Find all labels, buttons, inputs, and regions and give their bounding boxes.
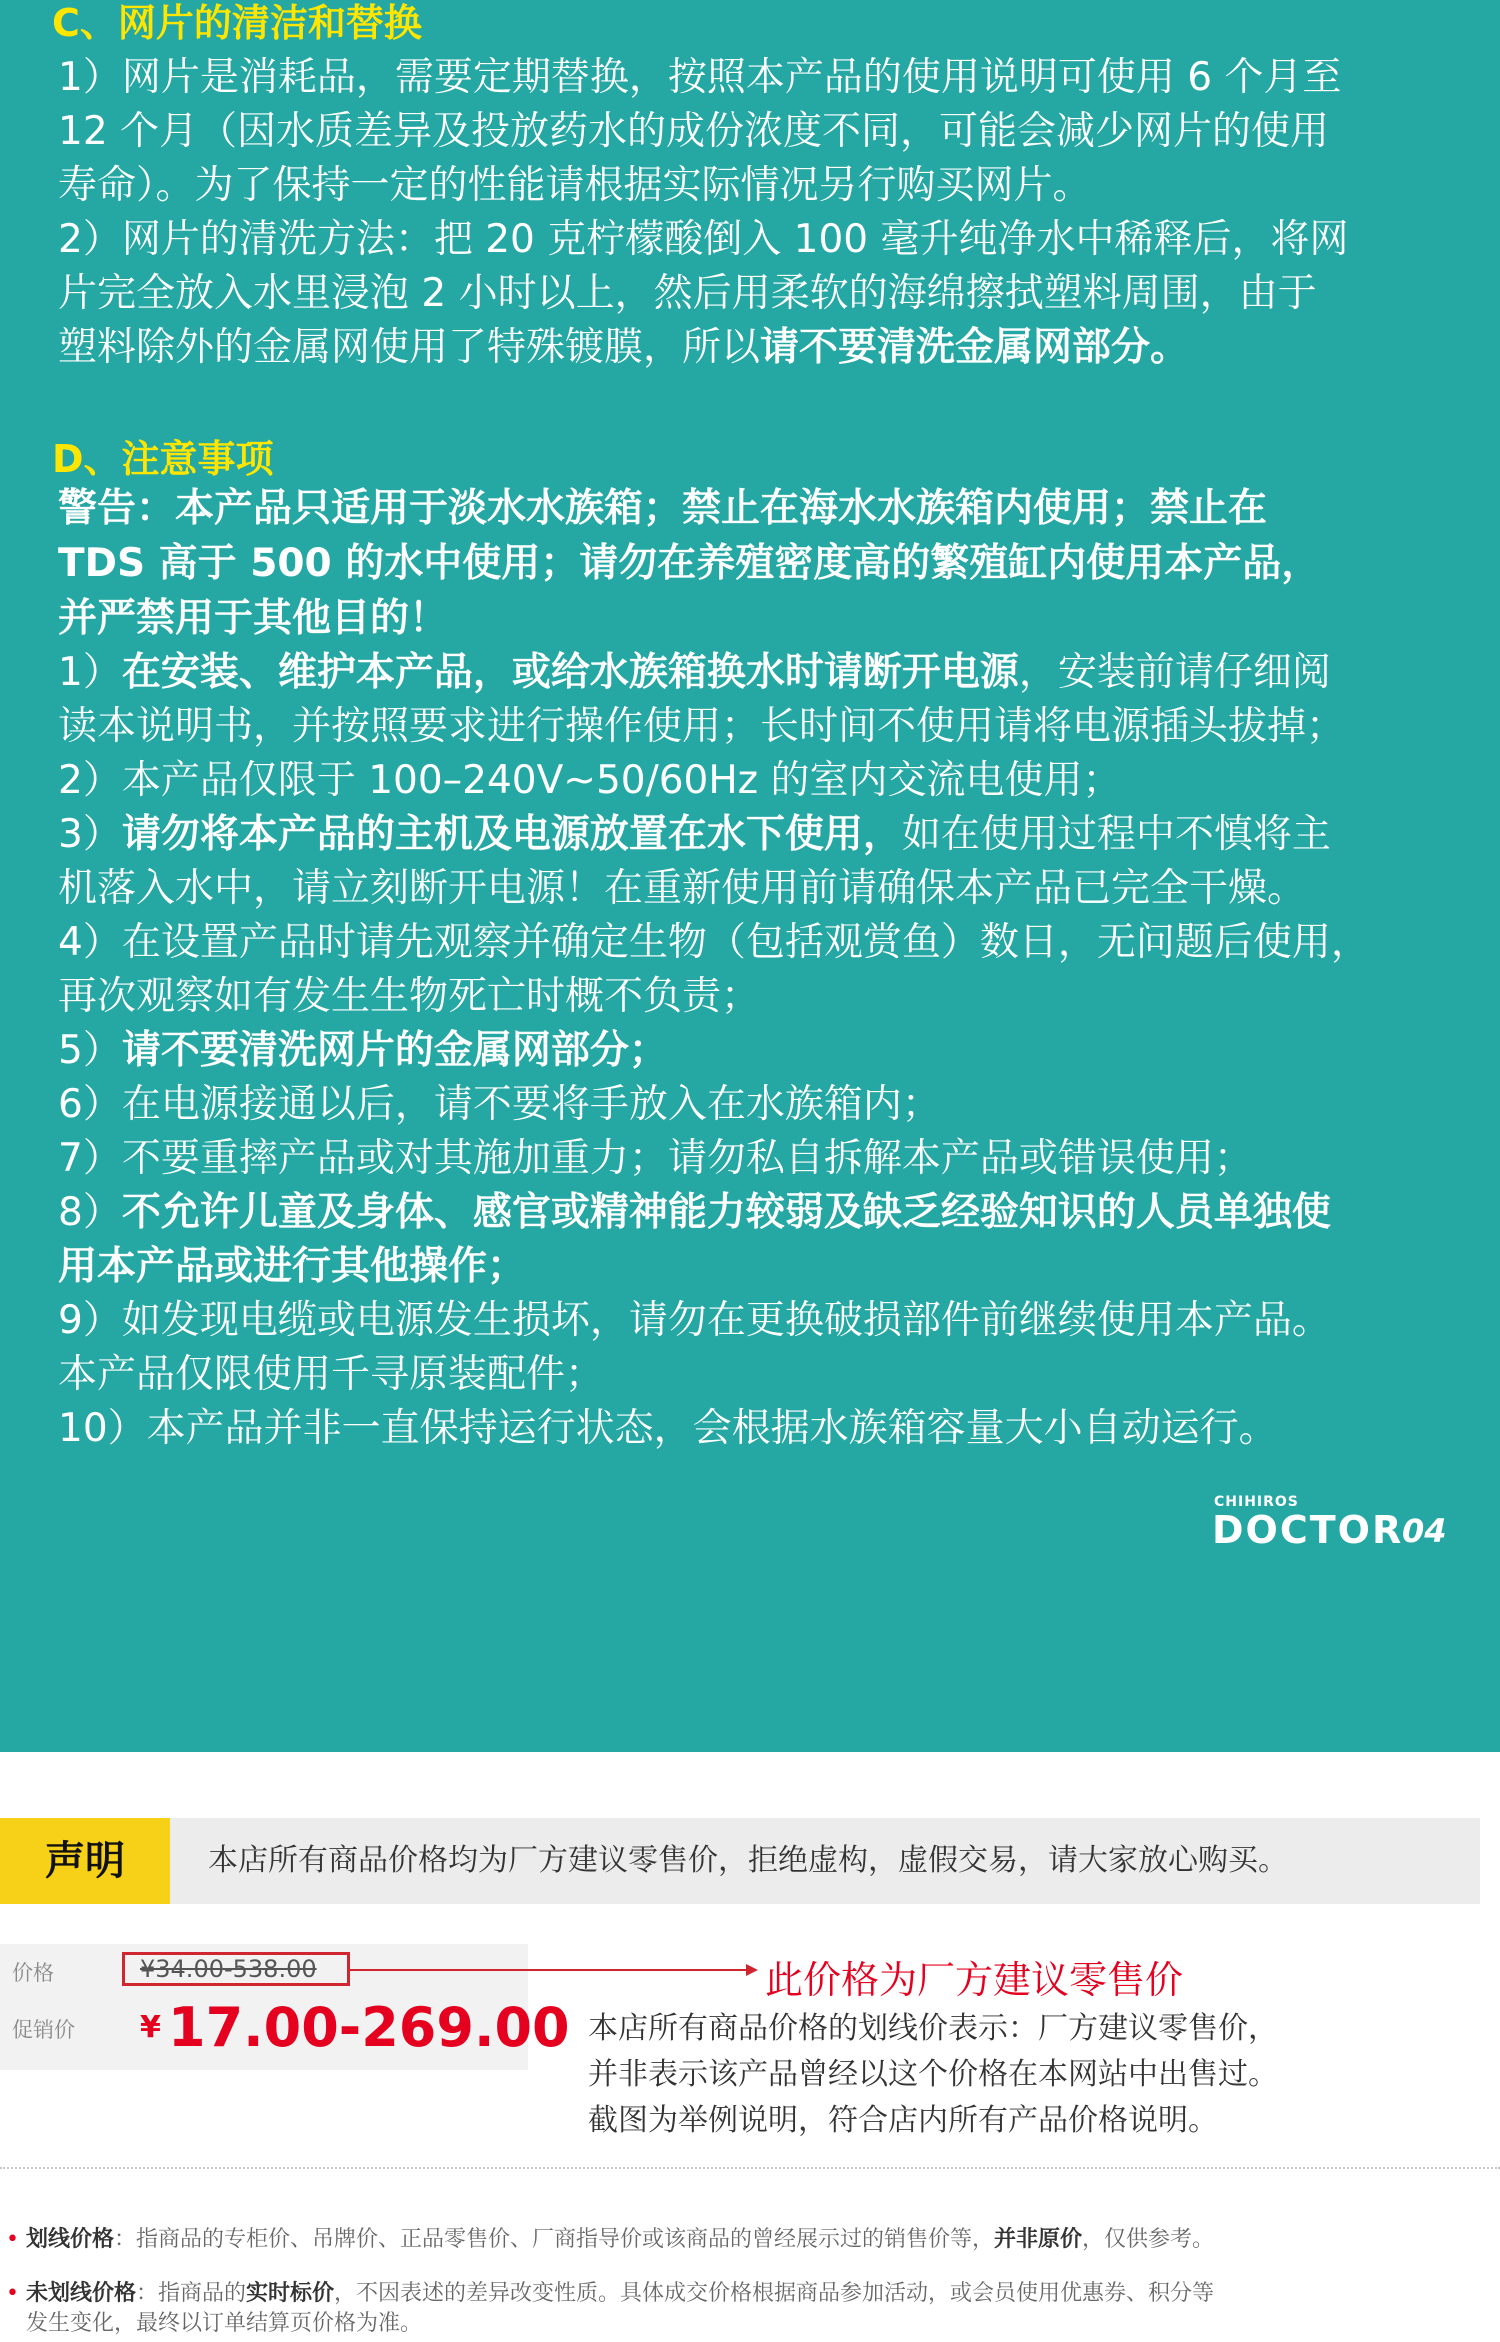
- price-note-title: 此价格为厂方建议零售价: [765, 1958, 1184, 2002]
- price-note-line-1: 本店所有商品价格的划线价表示：厂方建议零售价，: [588, 2011, 1278, 2046]
- declaration-label: 声明: [0, 1818, 170, 1904]
- notice-item-8-cont: 用本产品或进行其他操作；: [58, 1244, 527, 1289]
- notice-item-6: 6）在电源接通以后，请不要将手放入在水族箱内；: [58, 1082, 941, 1127]
- brand-logo-small: CHIHIROS: [1214, 1494, 1299, 1510]
- declaration-text: 本店所有商品价格均为厂方建议零售价，拒绝虚构，虚假交易，请大家放心购买。: [208, 1843, 1288, 1878]
- warning-line-3: 并严禁用于其他目的！: [58, 596, 449, 641]
- warning-line-2: TDS 高于 500 的水中使用；请勿在养殖密度高的繁殖缸内使用本产品，: [58, 541, 1321, 586]
- original-price: ¥34.00-538.00: [140, 1955, 317, 1983]
- price-note-line-2: 并非表示该产品曾经以这个价格在本网站中出售过。: [588, 2057, 1278, 2092]
- promo-price: 17.00-269.00: [168, 1996, 570, 2059]
- promo-price-label: 促销价: [12, 2018, 75, 2042]
- notice-item-1: 1）在安装、维护本产品，或给水族箱换水时请断开电源，安装前请仔细阅: [58, 650, 1331, 695]
- definition-row-1: • 划线价格：指商品的专柜价、吊牌价、正品零售价、厂商指导价或该商品的曾经展示过的销售价等，并非原价，仅供参考。: [6, 2227, 1215, 2252]
- bullet-icon: •: [6, 2281, 19, 2306]
- notice-item-1-cont: 读本说明书，并按照要求进行操作使用；长时间不使用请将电源插头拔掉；: [58, 704, 1346, 749]
- notice-item-8: 8）不允许儿童及身体、感官或精神能力较弱及缺乏经验知识的人员单独使: [58, 1190, 1331, 1235]
- section-c-line-6-emphasis: 请不要清洗金属网部分。: [760, 325, 1190, 370]
- warning-line-1: 警告：本产品只适用于淡水水族箱；禁止在海水水族箱内使用；禁止在: [58, 486, 1268, 531]
- section-c-line-6: 塑料除外的金属网使用了特殊镀膜，所以请不要清洗金属网部分。: [58, 325, 1190, 370]
- section-c-line-1: 1）网片是消耗品，需要定期替换，按照本产品的使用说明可使用 6 个月至: [58, 55, 1342, 100]
- price-label: 价格: [12, 1961, 54, 1985]
- notice-item-3-cont: 机落入水中，请立刻断开电源！在重新使用前请确保本产品已完全干燥。: [58, 866, 1307, 911]
- bullet-icon: •: [6, 2227, 19, 2252]
- section-c-line-2: 12 个月（因水质差异及投放药水的成份浓度不同，可能会减少网片的使用: [58, 109, 1330, 154]
- section-c-line-3: 寿命）。为了保持一定的性能请根据实际情况另行购买网片。: [58, 163, 1092, 208]
- brand-logo: DOCTOR: [1212, 1508, 1404, 1552]
- notice-item-7: 7）不要重摔产品或对其施加重力；请勿私自拆解本产品或错误使用；: [58, 1136, 1253, 1181]
- notice-item-3: 3）请勿将本产品的主机及电源放置在水下使用，如在使用过程中不慎将主: [58, 812, 1331, 857]
- brand-logo-number: 04: [1402, 1512, 1447, 1550]
- notice-item-5: 5）请不要清洗网片的金属网部分；: [58, 1028, 668, 1073]
- section-c-line-4: 2）网片的清洗方法：把 20 克柠檬酸倒入 100 毫升纯净水中稀释后，将网: [58, 217, 1349, 262]
- notice-item-9: 9）如发现电缆或电源发生损坏，请勿在更换破损部件前继续使用本产品。: [58, 1298, 1331, 1343]
- notice-item-2: 2）本产品仅限于 100–240V~50/60Hz 的室内交流电使用；: [58, 758, 1122, 803]
- notice-item-10: 10）本产品并非一直保持运行状态，会根据水族箱容量大小自动运行。: [58, 1406, 1278, 1451]
- currency-symbol: ¥: [140, 2010, 161, 2045]
- section-c-title: C、网片的清洁和替换: [52, 1, 422, 45]
- notice-item-4: 4）在设置产品时请先观察并确定生物（包括观赏鱼）数日，无问题后使用，: [58, 920, 1370, 965]
- section-d-title: D、注意事项: [52, 437, 274, 481]
- price-note-line-3: 截图为举例说明，符合店内所有产品价格说明。: [588, 2103, 1218, 2138]
- notice-item-4-cont: 再次观察如有发生生物死亡时概不负责；: [58, 974, 761, 1019]
- section-c-line-5: 片完全放入水里浸泡 2 小时以上，然后用柔软的海绵擦拭塑料周围，由于: [58, 271, 1317, 316]
- dotted-divider: [0, 2167, 1500, 2169]
- definition-row-3: 发生变化，最终以订单结算页价格为准。: [26, 2311, 423, 2336]
- notice-item-9-cont: 本产品仅限使用千寻原装配件；: [58, 1352, 605, 1397]
- arrow-icon: [350, 1960, 760, 1980]
- definition-row-2: • 未划线价格：指商品的实时标价，不因表述的差异改变性质。具体成交价格根据商品参加活动，或会员使用优惠券、积分等: [6, 2281, 1215, 2306]
